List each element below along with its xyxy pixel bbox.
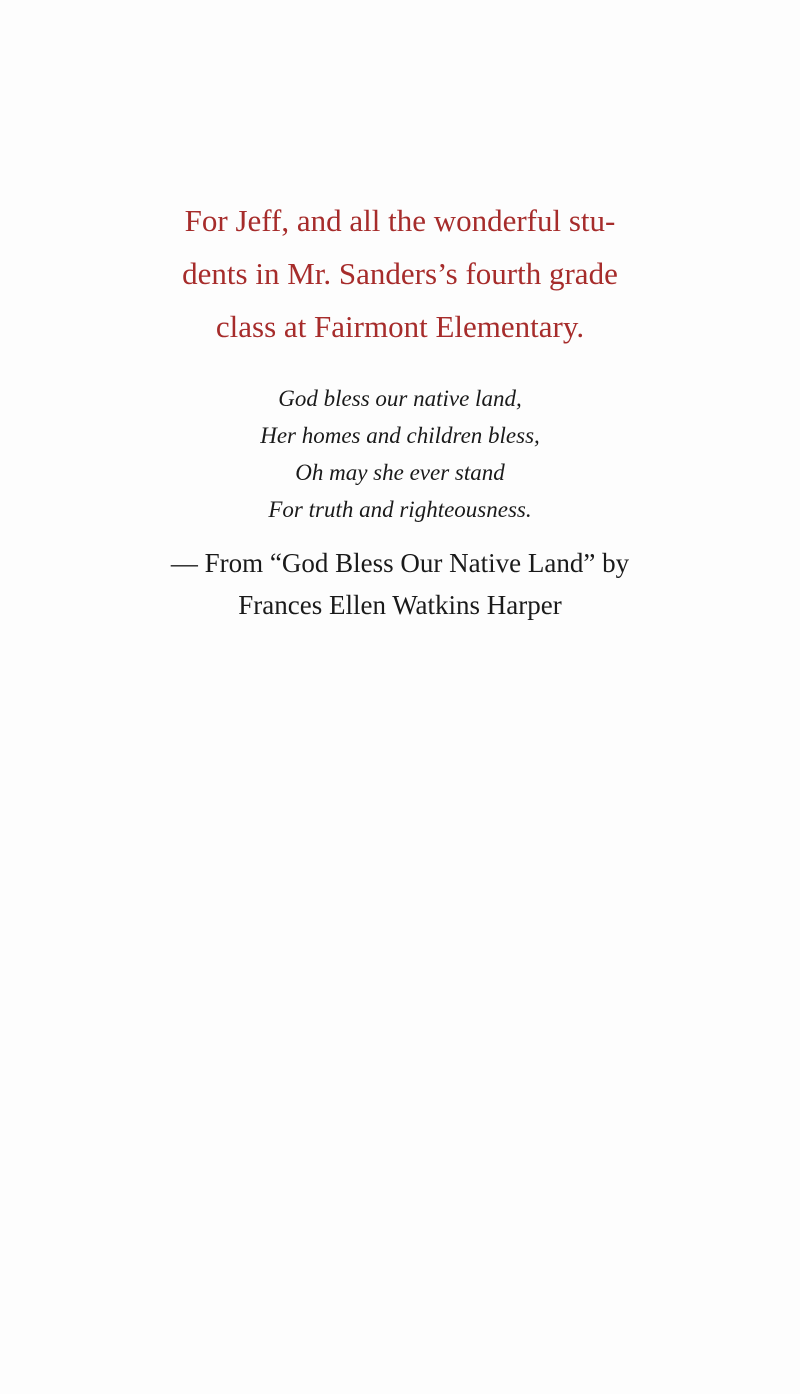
poem-line: For truth and righteousness. — [268, 497, 532, 522]
attribution-line: Frances Ellen Watkins Harper — [238, 590, 562, 620]
poem-line: Her homes and children bless, — [260, 423, 540, 448]
epigraph-attribution — [130, 542, 670, 626]
dedication-line: dents in Mr. Sanders’s fourth grade — [182, 256, 618, 291]
poem-line: God bless our native land, — [278, 386, 522, 411]
dedication-line: class at Fairmont Elementary. — [215, 309, 585, 344]
attribution-line: — From “God Bless Our Native Land” by — [170, 548, 630, 578]
poem-line: Oh may she ever stand — [295, 460, 505, 485]
dedication — [130, 194, 670, 353]
dedication-line: For Jeff, and all the wonderful stu- — [184, 203, 616, 238]
epigraph-poem — [170, 380, 630, 528]
